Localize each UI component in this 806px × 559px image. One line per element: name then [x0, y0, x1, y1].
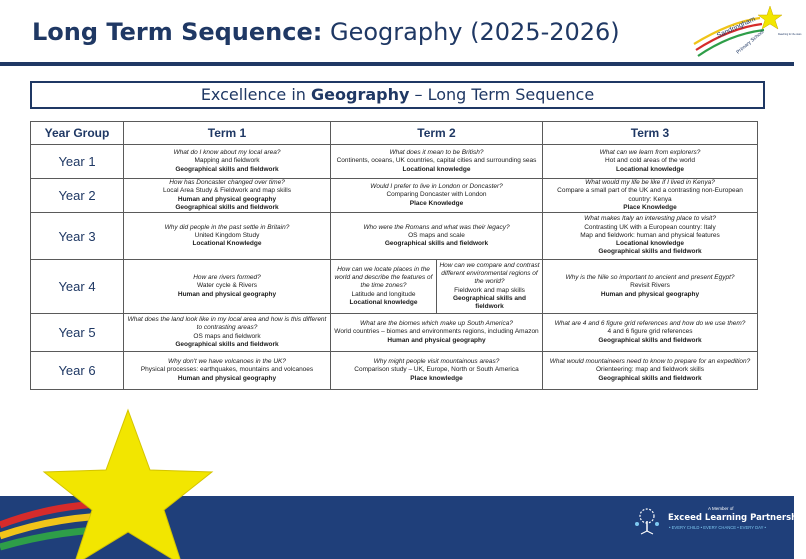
term-3-cell: [543, 314, 758, 352]
table-header-row: [31, 122, 758, 145]
content-line: Water cycle & Rivers: [196, 282, 258, 290]
year-label: Year 4: [31, 260, 124, 314]
question: What do I know about my local area?: [173, 149, 281, 157]
focus-line: Human and physical geography: [177, 195, 277, 203]
focus-line: Geographical skills and fieldwork: [175, 203, 279, 211]
table-row: [31, 179, 758, 213]
term-2-cell: [331, 145, 543, 179]
subtitle-box: [30, 81, 765, 109]
term-2-cell: [331, 179, 543, 213]
term-3-cell: [543, 145, 758, 179]
content-line: 4 and 6 figure grid references: [607, 328, 693, 336]
term-1-cell: [124, 145, 331, 179]
focus-line: Locational knowledge: [402, 165, 471, 173]
member-of-label: A Member of: [708, 506, 734, 511]
focus-line: Geographical skills and fieldwork: [175, 165, 279, 173]
subtitle-pre: Excellence in: [200, 85, 312, 104]
question: What does it mean to be British?: [389, 149, 484, 157]
tree-icon: [630, 507, 664, 535]
focus-line: Geographical skills and fieldwork: [453, 294, 526, 310]
page-title-bold: Long Term Sequence:: [32, 18, 323, 46]
focus-line: Locational Knowledge: [192, 240, 262, 248]
focus-line: Geographical skills and fieldwork: [384, 240, 489, 248]
question: What makes Italy an interesting place to visit?: [584, 215, 716, 223]
focus-line: Human and physical geography: [387, 336, 486, 344]
question: What does the land look like in my local area and how is this different to contrasting areas?: [127, 316, 327, 332]
header-term-1: Term 1: [124, 122, 331, 145]
content-line: OS maps and scale: [408, 231, 465, 239]
term-3-cell: [543, 213, 758, 260]
question: How are rivers formed?: [193, 274, 261, 282]
table-row: [31, 213, 758, 260]
table-row: [31, 145, 758, 179]
header-term-3: Term 3: [543, 122, 758, 145]
term-3-cell: [543, 179, 758, 213]
content-line: OS maps and fieldwork: [193, 332, 261, 340]
content-line: Map and fieldwork: human and physical features: [580, 231, 720, 239]
logo-sub: Primary School: [735, 29, 766, 56]
question: What are the biomes which make up South America?: [360, 320, 513, 328]
partnership-name: Exceed Learning Partnership: [668, 513, 806, 523]
content-line: Comparison study – UK, Europe, North or South America: [354, 366, 519, 374]
question: Why don't we have volcanoes in the UK?: [168, 358, 286, 366]
year-label: Year 6: [31, 352, 124, 390]
question: What can we learn from explorers?: [599, 149, 701, 157]
logo-name: Sandringham: [715, 15, 757, 40]
term-1-cell: [124, 260, 331, 314]
content-line: World countries – biomes and environments regions, including Amazon: [334, 328, 539, 336]
content-line: Hot and cold areas of the world: [605, 157, 695, 165]
focus-line: Geographical skills and fieldwork: [598, 374, 702, 382]
focus-line: Place Knowledge: [409, 199, 464, 207]
content-line: Latitude and longitude: [351, 290, 416, 298]
content-line: Revisit Rivers: [630, 282, 670, 290]
table-row: [31, 260, 758, 314]
school-logo: [690, 4, 802, 62]
focus-line: Place knowledge: [410, 374, 463, 382]
question: Why might people visit mountainous areas?: [373, 358, 500, 366]
header-rule: [0, 62, 794, 66]
focus-line: Locational knowledge: [349, 298, 418, 306]
term-1-cell: [124, 314, 331, 352]
term-1-cell: [124, 213, 331, 260]
term-2a-cell: [331, 260, 437, 314]
content-line: Compare a small part of the UK and a contrasting non-European country: Kenya: [557, 187, 743, 203]
focus-line: Human and physical geography: [177, 374, 277, 382]
content-line: Orienteering: map and fieldwork skills: [595, 366, 705, 374]
year-label: Year 1: [31, 145, 124, 179]
term-2-cell: [331, 314, 543, 352]
term-2-cell: [331, 213, 543, 260]
subtitle-post: – Long Term Sequence: [409, 85, 595, 104]
question: What are 4 and 6 figure grid references and how do we use them?: [554, 320, 746, 328]
sequence-table: [30, 121, 758, 390]
page-title: [32, 18, 620, 46]
focus-line: Geographical skills and fieldwork: [598, 336, 702, 344]
term-3-cell: [543, 260, 758, 314]
table-row: [31, 352, 758, 390]
term-1-cell: [124, 179, 331, 213]
question: What would mountaineers need to know to prepare for an expedition?: [549, 358, 751, 366]
question: Who were the Romans and what was their legacy?: [363, 223, 510, 231]
question: What would my life be like if I lived in Kenya?: [585, 179, 715, 187]
table-row: [31, 314, 758, 352]
year-label: Year 5: [31, 314, 124, 352]
question: How has Doncaster changed over time?: [169, 179, 285, 187]
question: How can we locate places in the world and describe the features of the time zones?: [334, 265, 433, 290]
subtitle-subject: Geography: [311, 85, 410, 104]
question: Why is the Nile so important to ancient and present Egypt?: [565, 274, 735, 282]
focus-line: Place Knowledge: [623, 203, 677, 211]
term-1-cell: [124, 352, 331, 390]
focus-line: Human and physical geography: [177, 290, 277, 298]
term-3-cell: [543, 352, 758, 390]
content-line: Physical processes: earthquakes, mountains and volcanoes: [140, 366, 314, 374]
content-line: Contrasting UK with a European country: Italy: [584, 223, 716, 231]
content-line: Local Area Study & Fieldwork and map skills: [163, 187, 291, 195]
year-label: Year 3: [31, 213, 124, 260]
logo-small: Reaching for the stars: [778, 33, 802, 36]
content-line: Continents, oceans, UK countries, capital cities and surrounding seas: [336, 157, 537, 165]
focus-line: Geographical skills and fieldwork: [175, 340, 279, 348]
focus-line: Geographical skills and fieldwork: [598, 248, 702, 256]
content-line: United Kingdom Study: [194, 231, 260, 239]
term-2b-cell: [437, 260, 543, 314]
question: Would I prefer to live in London or Doncaster?: [370, 183, 503, 191]
question: How can we compare and contrast different environmental regions of the world?: [439, 261, 540, 286]
focus-line: Locational knowledge: [616, 240, 684, 248]
partnership-logo: [630, 506, 806, 538]
focus-line: Locational knowledge: [616, 165, 684, 173]
content-line: Fieldwork and map skills: [454, 286, 525, 294]
header-term-2: Term 2: [331, 122, 543, 145]
header-year-group: Year Group: [31, 122, 124, 145]
content-line: Comparing Doncaster with London: [386, 191, 487, 199]
partnership-tagline: • EVERY CHILD • EVERY CHANCE • EVERY DAY •: [669, 525, 766, 530]
page-title-rest: Geography (2025-2026): [322, 18, 620, 46]
term-2-cell: [331, 352, 543, 390]
focus-line: Human and physical geography: [600, 290, 700, 298]
question: Why did people in the past settle in Britain?: [164, 223, 290, 231]
year-label: Year 2: [31, 179, 124, 213]
content-line: Mapping and fieldwork: [194, 157, 260, 165]
